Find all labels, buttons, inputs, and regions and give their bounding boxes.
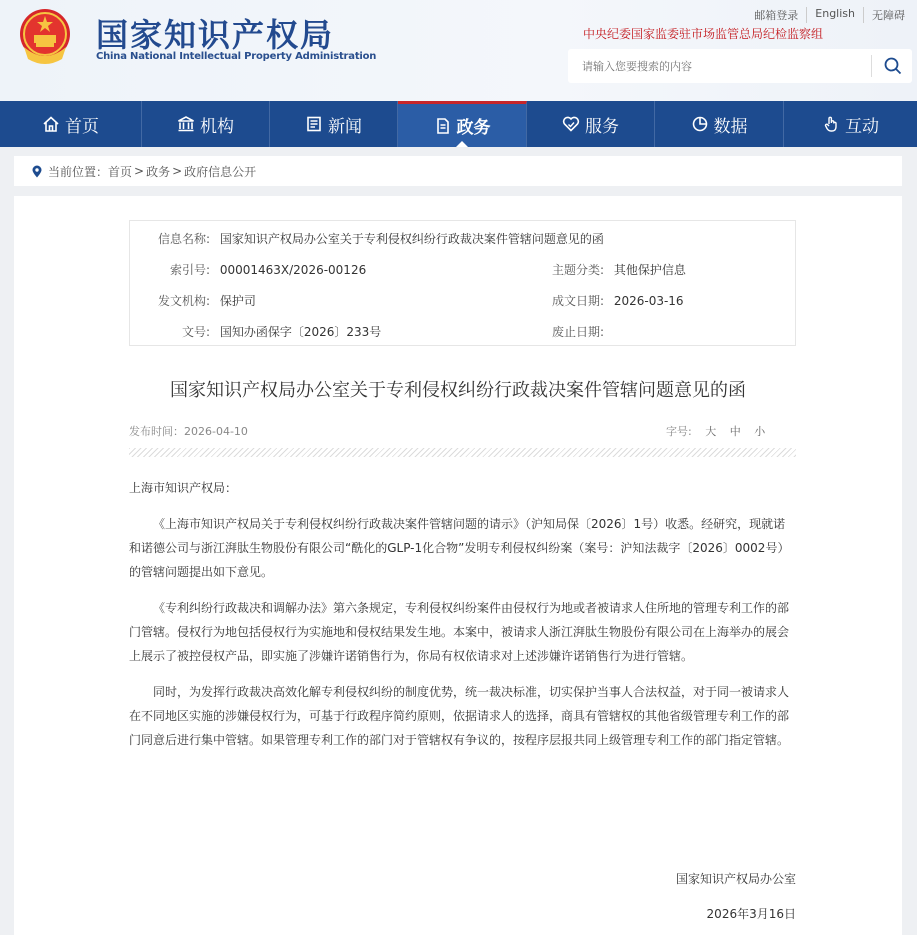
nav-label: 政务 <box>456 118 491 138</box>
location-pin-icon <box>32 165 42 178</box>
nav-service[interactable] <box>527 101 655 147</box>
home-icon <box>42 115 60 133</box>
accessibility-link[interactable]: 无障碍 <box>863 7 913 23</box>
content-panel <box>14 196 902 935</box>
font-size-switcher <box>666 423 765 439</box>
salutation: 上海市知识产权局： <box>129 481 238 495</box>
nav-institution[interactable] <box>142 101 270 147</box>
info-abolish-label: 废止日期: <box>551 325 604 339</box>
font-size-medium[interactable]: 中 <box>729 425 741 438</box>
institution-icon <box>177 115 195 133</box>
news-icon <box>305 115 323 133</box>
info-docno-row <box>130 323 381 340</box>
info-issuer-row <box>130 292 256 309</box>
nav-label: 首页 <box>65 116 99 137</box>
info-category-row <box>540 261 686 278</box>
article-paragraph: 《上海市知识产权局关于专利侵权纠纷行政裁决案件管辖问题的请示》（沪知局保〔2026〕1号）收悉。经研究，现就诺和诺德公司与浙江湃肽生物股份有限公司“酰化的GLP-1化合物”发明专利侵权纠纷案（案号：沪知法裁字〔2026〕0002号）的管辖问题提出如下意见。 <box>129 517 790 579</box>
nav-label: 数据 <box>713 116 748 137</box>
article-paragraph: 同时，为发挥行政裁决高效化解专利侵权纠纷的制度优势，统一裁决标准，切实保护当事人合法权益，对于同一被请求人在不同地区实施的涉嫌侵权行为，可基于行政程序简约原则，依据请求人的选择，商具有管辖权的其他省级管理专利工作的部门同意后进行集中管辖。如果管理专利工作的部门对于管辖权有争议的，按程序层报共同上级管理专利工作的部门指定管辖。 <box>129 685 790 747</box>
breadcrumb-info-disclosure[interactable]: 政府信息公开 <box>184 164 257 179</box>
discipline-inspection-link[interactable]: 中央纪委国家监委驻市场监管总局纪检监察组 <box>582 27 823 41</box>
info-docno-value: 国知办函保字〔2026〕233号 <box>219 325 382 339</box>
info-date-value: 2026-03-16 <box>613 294 684 308</box>
info-table <box>129 220 796 346</box>
info-index-label: 索引号: <box>169 263 210 277</box>
site-header <box>0 0 917 101</box>
search-input[interactable] <box>568 49 870 83</box>
top-links <box>746 7 913 23</box>
nav-label: 机构 <box>200 116 234 137</box>
nav-label: 新闻 <box>328 116 362 137</box>
info-date-row <box>540 292 684 309</box>
document-title: 国家知识产权局办公室关于专利侵权纠纷行政裁决案件管辖问题意见的函 <box>170 380 746 401</box>
search-icon <box>884 57 902 75</box>
info-name-value: 国家知识产权局办公室关于专利侵权纠纷行政裁决案件管辖问题意见的函 <box>219 232 604 246</box>
publish-date: 发布时间：2026-04-10 <box>129 425 248 438</box>
info-docno-label: 文号: <box>181 325 210 339</box>
breadcrumb-separator: > <box>172 164 183 178</box>
search-divider <box>871 55 872 77</box>
info-abolish-row <box>540 323 610 340</box>
breadcrumb-home[interactable]: 首页 <box>108 164 133 179</box>
signature-date: 2026年3月16日 <box>706 907 796 921</box>
article-body <box>129 476 796 764</box>
hatched-divider <box>129 448 796 457</box>
article-paragraph: 《专利纠纷行政裁决和调解办法》第六条规定，专利侵权纠纷案件由侵权行为地或者被请求人住所地的管理专利工作的部门管辖。侵权行为地包括侵权行为实施地和侵权结果发生地。本案中，被请求人浙江湃肽生物股份有限公司在上海举办的展会上展示了被控侵权产品，即实施了涉嫌许诺销售行为，你局有权依请求对上述涉嫌许诺销售行为进行管辖。 <box>129 601 790 663</box>
info-index-value: 00001463X/2026-00126 <box>219 263 367 277</box>
breadcrumb-government-affairs[interactable]: 政务 <box>146 164 171 179</box>
info-date-label: 成文日期: <box>551 294 604 308</box>
chart-pie-icon <box>691 115 709 133</box>
breadcrumb-prefix: 当前位置： <box>48 164 109 179</box>
nav-data[interactable] <box>655 101 784 147</box>
info-name-label: 信息名称: <box>157 232 210 246</box>
site-logo-cn[interactable]: 国家知识产权局 <box>96 16 335 54</box>
search-button[interactable] <box>874 49 912 83</box>
font-size-label: 字号: <box>666 425 692 438</box>
info-index-row <box>130 261 366 278</box>
breadcrumb <box>14 156 902 186</box>
info-category-value: 其他保护信息 <box>613 263 686 277</box>
national-emblem-icon[interactable] <box>16 7 74 67</box>
font-size-small[interactable]: 小 <box>754 425 766 438</box>
font-size-large[interactable]: 大 <box>705 425 717 438</box>
info-category-label: 主题分类: <box>551 263 604 277</box>
active-caret-icon <box>456 141 468 147</box>
nav-government-affairs[interactable] <box>398 101 527 147</box>
signature: 国家知识产权局办公室 <box>675 872 796 886</box>
mail-login-link[interactable]: 邮箱登录 <box>754 9 799 22</box>
breadcrumb-separator: > <box>134 164 145 178</box>
service-icon <box>562 115 580 133</box>
nav-interaction[interactable] <box>784 101 917 147</box>
nav-label: 互动 <box>845 116 879 137</box>
site-logo-en: China National Intellectual Property Administration <box>96 51 377 62</box>
search-box <box>568 49 912 83</box>
nav-news[interactable] <box>270 101 398 147</box>
info-name-row <box>130 230 604 247</box>
nav-home[interactable] <box>0 101 142 147</box>
document-icon <box>434 117 452 135</box>
hand-icon <box>822 115 840 133</box>
english-link[interactable]: English <box>806 7 863 23</box>
nav-label: 服务 <box>585 116 619 137</box>
main-nav <box>0 101 917 147</box>
info-issuer-label: 发文机构: <box>157 294 210 308</box>
info-issuer-value: 保护司 <box>219 294 256 308</box>
